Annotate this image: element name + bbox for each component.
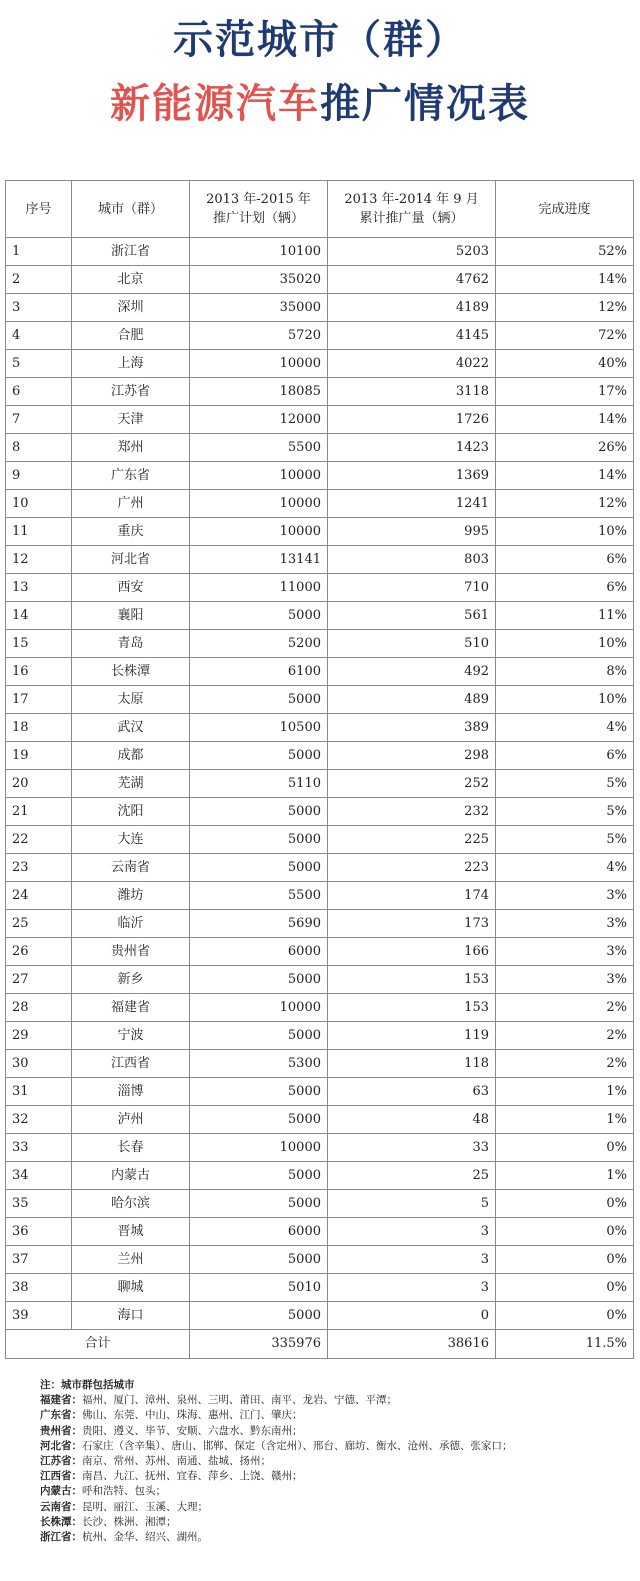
header-progress: 完成进度 <box>496 181 634 238</box>
table-row <box>6 910 634 938</box>
cell-progress: 2% <box>496 994 634 1022</box>
cell-plan: 10100 <box>190 238 328 266</box>
table-row <box>6 742 634 770</box>
cell-seq: 8 <box>6 434 72 462</box>
cell-actual: 5203 <box>328 238 496 266</box>
cell-seq: 36 <box>6 1218 72 1246</box>
cell-city: 广东省 <box>72 462 190 490</box>
cell-seq: 18 <box>6 714 72 742</box>
cell-city: 宁波 <box>72 1022 190 1050</box>
table-row <box>6 966 634 994</box>
table-row <box>6 1050 634 1078</box>
promotion-table <box>5 180 634 1359</box>
cell-plan: 10000 <box>190 462 328 490</box>
table-row <box>6 602 634 630</box>
header-plan <box>190 181 328 238</box>
cell-progress: 8% <box>496 658 634 686</box>
cell-progress: 10% <box>496 630 634 658</box>
notes <box>40 1378 630 1545</box>
cell-seq: 6 <box>6 378 72 406</box>
cell-progress: 72% <box>496 322 634 350</box>
cell-seq: 15 <box>6 630 72 658</box>
cell-city: 芜湖 <box>72 770 190 798</box>
table-row <box>6 686 634 714</box>
cell-plan: 5500 <box>190 434 328 462</box>
cell-progress: 11% <box>496 602 634 630</box>
cell-plan: 5000 <box>190 1106 328 1134</box>
note-province: 贵州省： <box>40 1424 82 1437</box>
cell-seq: 25 <box>6 910 72 938</box>
cell-seq: 13 <box>6 574 72 602</box>
cell-actual: 3 <box>328 1246 496 1274</box>
cell-plan: 10500 <box>190 714 328 742</box>
cell-actual: 995 <box>328 518 496 546</box>
total-progress: 11.5% <box>496 1330 634 1359</box>
cell-seq: 23 <box>6 854 72 882</box>
table-row <box>6 490 634 518</box>
notes-list <box>40 1393 630 1545</box>
header-actual-line1: 2013 年-2014 年 9 月 <box>344 192 479 207</box>
cell-plan: 5200 <box>190 630 328 658</box>
cell-actual: 4145 <box>328 322 496 350</box>
table-row <box>6 826 634 854</box>
cell-city: 北京 <box>72 266 190 294</box>
table-row <box>6 378 634 406</box>
table-row <box>6 238 634 266</box>
cell-plan: 5000 <box>190 1246 328 1274</box>
cell-progress: 10% <box>496 686 634 714</box>
note-item <box>40 1484 630 1499</box>
header-city: 城市（群） <box>72 181 190 238</box>
cell-seq: 10 <box>6 490 72 518</box>
table-header-row <box>6 181 634 238</box>
cell-city: 广州 <box>72 490 190 518</box>
cell-plan: 5000 <box>190 1190 328 1218</box>
cell-progress: 0% <box>496 1190 634 1218</box>
cell-progress: 5% <box>496 770 634 798</box>
cell-seq: 32 <box>6 1106 72 1134</box>
cell-seq: 26 <box>6 938 72 966</box>
cell-progress: 3% <box>496 910 634 938</box>
cell-seq: 16 <box>6 658 72 686</box>
cell-actual: 4762 <box>328 266 496 294</box>
cell-city: 重庆 <box>72 518 190 546</box>
cell-actual: 48 <box>328 1106 496 1134</box>
cell-progress: 12% <box>496 490 634 518</box>
cell-progress: 1% <box>496 1078 634 1106</box>
table-body <box>6 238 634 1330</box>
cell-progress: 10% <box>496 518 634 546</box>
cell-progress: 3% <box>496 882 634 910</box>
cell-progress: 52% <box>496 238 634 266</box>
cell-city: 新乡 <box>72 966 190 994</box>
cell-progress: 0% <box>496 1218 634 1246</box>
cell-city: 海口 <box>72 1302 190 1330</box>
table-row <box>6 1218 634 1246</box>
note-province: 河北省： <box>40 1439 82 1452</box>
cell-plan: 10000 <box>190 1134 328 1162</box>
note-cities: 佛山、东莞、中山、珠海、惠州、江门、肇庆； <box>82 1409 303 1422</box>
table-row <box>6 406 634 434</box>
cell-actual: 1369 <box>328 462 496 490</box>
cell-actual: 492 <box>328 658 496 686</box>
cell-city: 临沂 <box>72 910 190 938</box>
cell-actual: 3 <box>328 1218 496 1246</box>
cell-plan: 5000 <box>190 966 328 994</box>
cell-actual: 489 <box>328 686 496 714</box>
cell-actual: 3 <box>328 1274 496 1302</box>
cell-actual: 118 <box>328 1050 496 1078</box>
cell-seq: 14 <box>6 602 72 630</box>
cell-city: 长株潭 <box>72 658 190 686</box>
table-row <box>6 994 634 1022</box>
total-label: 合计 <box>6 1330 190 1359</box>
cell-seq: 3 <box>6 294 72 322</box>
cell-progress: 0% <box>496 1134 634 1162</box>
cell-plan: 10000 <box>190 518 328 546</box>
cell-actual: 1241 <box>328 490 496 518</box>
table-row <box>6 546 634 574</box>
cell-city: 沈阳 <box>72 798 190 826</box>
note-cities: 南昌、九江、抚州、宜春、萍乡、上饶、赣州； <box>82 1470 303 1483</box>
cell-progress: 14% <box>496 406 634 434</box>
cell-actual: 174 <box>328 882 496 910</box>
cell-actual: 153 <box>328 966 496 994</box>
cell-city: 淄博 <box>72 1078 190 1106</box>
cell-city: 上海 <box>72 350 190 378</box>
cell-city: 深圳 <box>72 294 190 322</box>
note-item <box>40 1500 630 1515</box>
total-plan: 335976 <box>190 1330 328 1359</box>
cell-plan: 10000 <box>190 350 328 378</box>
cell-seq: 21 <box>6 798 72 826</box>
cell-progress: 1% <box>496 1162 634 1190</box>
cell-city: 郑州 <box>72 434 190 462</box>
table-row <box>6 350 634 378</box>
cell-actual: 173 <box>328 910 496 938</box>
cell-progress: 5% <box>496 798 634 826</box>
cell-plan: 5000 <box>190 602 328 630</box>
cell-plan: 11000 <box>190 574 328 602</box>
header-seq: 序号 <box>6 181 72 238</box>
table-row <box>6 294 634 322</box>
cell-city: 福建省 <box>72 994 190 1022</box>
cell-plan: 5000 <box>190 826 328 854</box>
cell-actual: 166 <box>328 938 496 966</box>
cell-city: 西安 <box>72 574 190 602</box>
cell-plan: 6000 <box>190 938 328 966</box>
cell-actual: 710 <box>328 574 496 602</box>
cell-plan: 5110 <box>190 770 328 798</box>
cell-plan: 18085 <box>190 378 328 406</box>
header-plan-line1: 2013 年-2015 年 <box>206 192 311 207</box>
cell-seq: 4 <box>6 322 72 350</box>
cell-seq: 30 <box>6 1050 72 1078</box>
cell-actual: 33 <box>328 1134 496 1162</box>
cell-plan: 10000 <box>190 490 328 518</box>
note-item <box>40 1393 630 1408</box>
cell-actual: 5 <box>328 1190 496 1218</box>
cell-actual: 4189 <box>328 294 496 322</box>
cell-actual: 561 <box>328 602 496 630</box>
cell-progress: 1% <box>496 1106 634 1134</box>
cell-plan: 5500 <box>190 882 328 910</box>
cell-city: 天津 <box>72 406 190 434</box>
cell-progress: 0% <box>496 1246 634 1274</box>
cell-seq: 39 <box>6 1302 72 1330</box>
table-row <box>6 770 634 798</box>
cell-seq: 31 <box>6 1078 72 1106</box>
cell-actual: 1726 <box>328 406 496 434</box>
cell-actual: 298 <box>328 742 496 770</box>
cell-city: 晋城 <box>72 1218 190 1246</box>
note-item <box>40 1424 630 1439</box>
page-title: 示范城市（群） <box>173 17 467 63</box>
table-row <box>6 1134 634 1162</box>
cell-seq: 33 <box>6 1134 72 1162</box>
cell-progress: 6% <box>496 742 634 770</box>
cell-city: 合肥 <box>72 322 190 350</box>
table-row <box>6 322 634 350</box>
cell-progress: 4% <box>496 854 634 882</box>
cell-seq: 17 <box>6 686 72 714</box>
note-item <box>40 1454 630 1469</box>
table-row <box>6 1190 634 1218</box>
cell-seq: 27 <box>6 966 72 994</box>
header-actual-line2: 累计推广量（辆） <box>359 211 464 226</box>
table-row <box>6 462 634 490</box>
cell-plan: 35000 <box>190 294 328 322</box>
cell-plan: 5000 <box>190 854 328 882</box>
cell-seq: 12 <box>6 546 72 574</box>
cell-city: 贵州省 <box>72 938 190 966</box>
note-province: 广东省： <box>40 1409 82 1422</box>
cell-actual: 119 <box>328 1022 496 1050</box>
table-row <box>6 798 634 826</box>
cell-seq: 35 <box>6 1190 72 1218</box>
note-province: 长株潭： <box>40 1515 82 1528</box>
note-province: 福建省： <box>40 1394 82 1407</box>
cell-actual: 63 <box>328 1078 496 1106</box>
cell-progress: 40% <box>496 350 634 378</box>
total-row <box>6 1330 634 1359</box>
cell-city: 浙江省 <box>72 238 190 266</box>
cell-seq: 24 <box>6 882 72 910</box>
cell-city: 江西省 <box>72 1050 190 1078</box>
cell-seq: 34 <box>6 1162 72 1190</box>
cell-progress: 26% <box>496 434 634 462</box>
table-row <box>6 658 634 686</box>
table-row <box>6 714 634 742</box>
cell-plan: 6000 <box>190 1218 328 1246</box>
cell-plan: 35020 <box>190 266 328 294</box>
table-row <box>6 1246 634 1274</box>
cell-progress: 6% <box>496 574 634 602</box>
subtitle-rest: 推广情况表 <box>320 81 530 127</box>
note-province: 江西省： <box>40 1470 82 1483</box>
cell-progress: 0% <box>496 1302 634 1330</box>
cell-plan: 13141 <box>190 546 328 574</box>
cell-seq: 2 <box>6 266 72 294</box>
notes-heading: 注：城市群包括城市 <box>40 1379 135 1391</box>
cell-city: 武汉 <box>72 714 190 742</box>
cell-progress: 17% <box>496 378 634 406</box>
cell-city: 哈尔滨 <box>72 1190 190 1218</box>
table-row <box>6 1162 634 1190</box>
cell-actual: 803 <box>328 546 496 574</box>
note-item <box>40 1469 630 1484</box>
cell-plan: 5000 <box>190 1162 328 1190</box>
cell-city: 内蒙古 <box>72 1162 190 1190</box>
total-actual: 38616 <box>328 1330 496 1359</box>
cell-plan: 5000 <box>190 686 328 714</box>
cell-plan: 5300 <box>190 1050 328 1078</box>
cell-actual: 153 <box>328 994 496 1022</box>
cell-seq: 11 <box>6 518 72 546</box>
cell-actual: 4022 <box>328 350 496 378</box>
cell-actual: 389 <box>328 714 496 742</box>
cell-plan: 12000 <box>190 406 328 434</box>
cell-progress: 12% <box>496 294 634 322</box>
table-row <box>6 630 634 658</box>
cell-plan: 5010 <box>190 1274 328 1302</box>
cell-city: 云南省 <box>72 854 190 882</box>
note-cities: 贵阳、遵义、毕节、安顺、六盘水、黔东南州； <box>82 1424 303 1437</box>
cell-progress: 6% <box>496 546 634 574</box>
header-plan-line2: 推广计划（辆） <box>212 211 304 226</box>
header-actual <box>328 181 496 238</box>
cell-city: 江苏省 <box>72 378 190 406</box>
cell-city: 聊城 <box>72 1274 190 1302</box>
cell-actual: 232 <box>328 798 496 826</box>
cell-seq: 28 <box>6 994 72 1022</box>
cell-city: 太原 <box>72 686 190 714</box>
table-row <box>6 518 634 546</box>
cell-actual: 223 <box>328 854 496 882</box>
table-row <box>6 574 634 602</box>
table-row <box>6 1078 634 1106</box>
cell-city: 河北省 <box>72 546 190 574</box>
cell-actual: 25 <box>328 1162 496 1190</box>
cell-city: 潍坊 <box>72 882 190 910</box>
cell-seq: 5 <box>6 350 72 378</box>
cell-plan: 5000 <box>190 1022 328 1050</box>
cell-city: 长春 <box>72 1134 190 1162</box>
cell-plan: 5720 <box>190 322 328 350</box>
note-cities: 昆明、丽江、玉溪、大理； <box>82 1500 208 1513</box>
cell-seq: 37 <box>6 1246 72 1274</box>
table-row <box>6 854 634 882</box>
cell-city: 成都 <box>72 742 190 770</box>
cell-actual: 510 <box>328 630 496 658</box>
note-cities: 呼和浩特、包头； <box>82 1485 166 1498</box>
cell-seq: 7 <box>6 406 72 434</box>
cell-plan: 5000 <box>190 1078 328 1106</box>
cell-seq: 29 <box>6 1022 72 1050</box>
cell-progress: 14% <box>496 462 634 490</box>
cell-progress: 14% <box>496 266 634 294</box>
page-subtitle <box>0 78 640 130</box>
table-row <box>6 434 634 462</box>
note-province: 江苏省： <box>40 1455 82 1468</box>
table-row <box>6 938 634 966</box>
cell-plan: 5000 <box>190 742 328 770</box>
note-province: 内蒙古： <box>40 1485 82 1498</box>
cell-actual: 3118 <box>328 378 496 406</box>
cell-progress: 3% <box>496 938 634 966</box>
cell-progress: 4% <box>496 714 634 742</box>
cell-seq: 20 <box>6 770 72 798</box>
cell-city: 泸州 <box>72 1106 190 1134</box>
cell-actual: 225 <box>328 826 496 854</box>
cell-seq: 22 <box>6 826 72 854</box>
table-row <box>6 1106 634 1134</box>
cell-actual: 1423 <box>328 434 496 462</box>
cell-plan: 5690 <box>190 910 328 938</box>
cell-city: 青岛 <box>72 630 190 658</box>
note-cities: 南京、常州、苏州、南通、盐城、扬州； <box>82 1455 271 1468</box>
note-cities: 长沙、株洲、湘潭； <box>82 1515 177 1528</box>
note-cities: 石家庄（含辛集）、唐山、邯郸、保定（含定州）、邢台、廊坊、衡水、沧州、承德、张家口； <box>82 1439 513 1452</box>
cell-plan: 6100 <box>190 658 328 686</box>
cell-plan: 10000 <box>190 994 328 1022</box>
note-item <box>40 1530 630 1545</box>
cell-progress: 2% <box>496 1050 634 1078</box>
cell-progress: 5% <box>496 826 634 854</box>
cell-seq: 1 <box>6 238 72 266</box>
cell-city: 襄阳 <box>72 602 190 630</box>
cell-actual: 252 <box>328 770 496 798</box>
table-row <box>6 1274 634 1302</box>
note-province: 云南省： <box>40 1500 82 1513</box>
table-row <box>6 882 634 910</box>
note-item <box>40 1515 630 1530</box>
cell-progress: 2% <box>496 1022 634 1050</box>
note-item <box>40 1439 630 1454</box>
cell-actual: 0 <box>328 1302 496 1330</box>
note-item <box>40 1408 630 1423</box>
note-province: 浙江省： <box>40 1531 82 1544</box>
cell-city: 大连 <box>72 826 190 854</box>
cell-seq: 38 <box>6 1274 72 1302</box>
cell-seq: 9 <box>6 462 72 490</box>
table-row <box>6 1022 634 1050</box>
note-cities: 杭州、金华、绍兴、湖州。 <box>82 1531 208 1544</box>
table-row <box>6 266 634 294</box>
cell-progress: 3% <box>496 966 634 994</box>
subtitle-highlight: 新能源汽车 <box>110 81 320 127</box>
cell-city: 兰州 <box>72 1246 190 1274</box>
cell-seq: 19 <box>6 742 72 770</box>
table-row <box>6 1302 634 1330</box>
cell-plan: 5000 <box>190 1302 328 1330</box>
cell-plan: 5000 <box>190 798 328 826</box>
note-cities: 福州、厦门、漳州、泉州、三明、莆田、南平、龙岩、宁德、平潭； <box>82 1394 397 1407</box>
cell-progress: 0% <box>496 1274 634 1302</box>
